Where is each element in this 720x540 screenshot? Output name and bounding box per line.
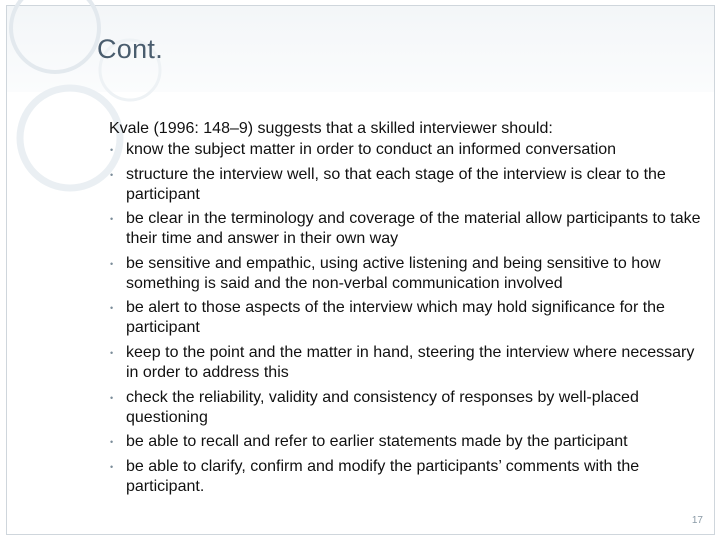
page-number: 17 <box>691 515 703 526</box>
bullet-icon: • <box>110 461 114 472</box>
bullet-item <box>103 432 703 452</box>
bullet-icon: • <box>110 392 114 403</box>
bullet-item <box>103 254 703 294</box>
bullet-item <box>103 165 703 205</box>
bullet-icon: • <box>110 347 114 358</box>
bullet-text: be able to clarify, confirm and modify the participants’ comments with the participant. <box>126 457 640 495</box>
bullet-list <box>103 140 703 497</box>
bullet-icon: • <box>110 145 114 155</box>
bullet-item <box>103 343 703 383</box>
bullet-icon: • <box>110 437 114 448</box>
bullet-text: know the subject matter in order to conduct an informed conversation <box>126 141 617 158</box>
bullet-text: be able to recall and refer to earlier statements made by the participant <box>126 433 628 451</box>
slide-title: Cont. <box>97 34 164 64</box>
bullet-text: be clear in the terminology and coverage of the material allow participants to take their time and answer in their own way <box>126 210 701 248</box>
slide-content <box>103 118 703 501</box>
bullet-text: check the reliability, validity and consistency of responses by well-placed questioning <box>126 388 639 426</box>
bullet-text: structure the interview well, so that each stage of the interview is clear to the participant <box>126 165 666 203</box>
intro-text: Kvale (1996: 148–9) suggests that a skilled interviewer should: <box>109 120 553 137</box>
bullet-text: be sensitive and empathic, using active listening and being sensitive to how something is said and the non-verbal communication involved <box>126 254 661 292</box>
bullet-icon: • <box>110 258 114 269</box>
bullet-item <box>103 209 703 249</box>
bullet-text: be alert to those aspects of the interview which may hold significance for the participant <box>126 299 665 337</box>
bullet-icon: • <box>110 214 114 225</box>
bullet-item <box>103 388 703 428</box>
bullet-icon: • <box>110 169 114 180</box>
bullet-text: keep to the point and the matter in hand, steering the interview where necessary in order to address this <box>126 343 695 381</box>
bullet-item <box>103 457 703 497</box>
bullet-item <box>103 140 703 160</box>
bullet-icon: • <box>110 303 114 314</box>
bullet-item <box>103 298 703 338</box>
